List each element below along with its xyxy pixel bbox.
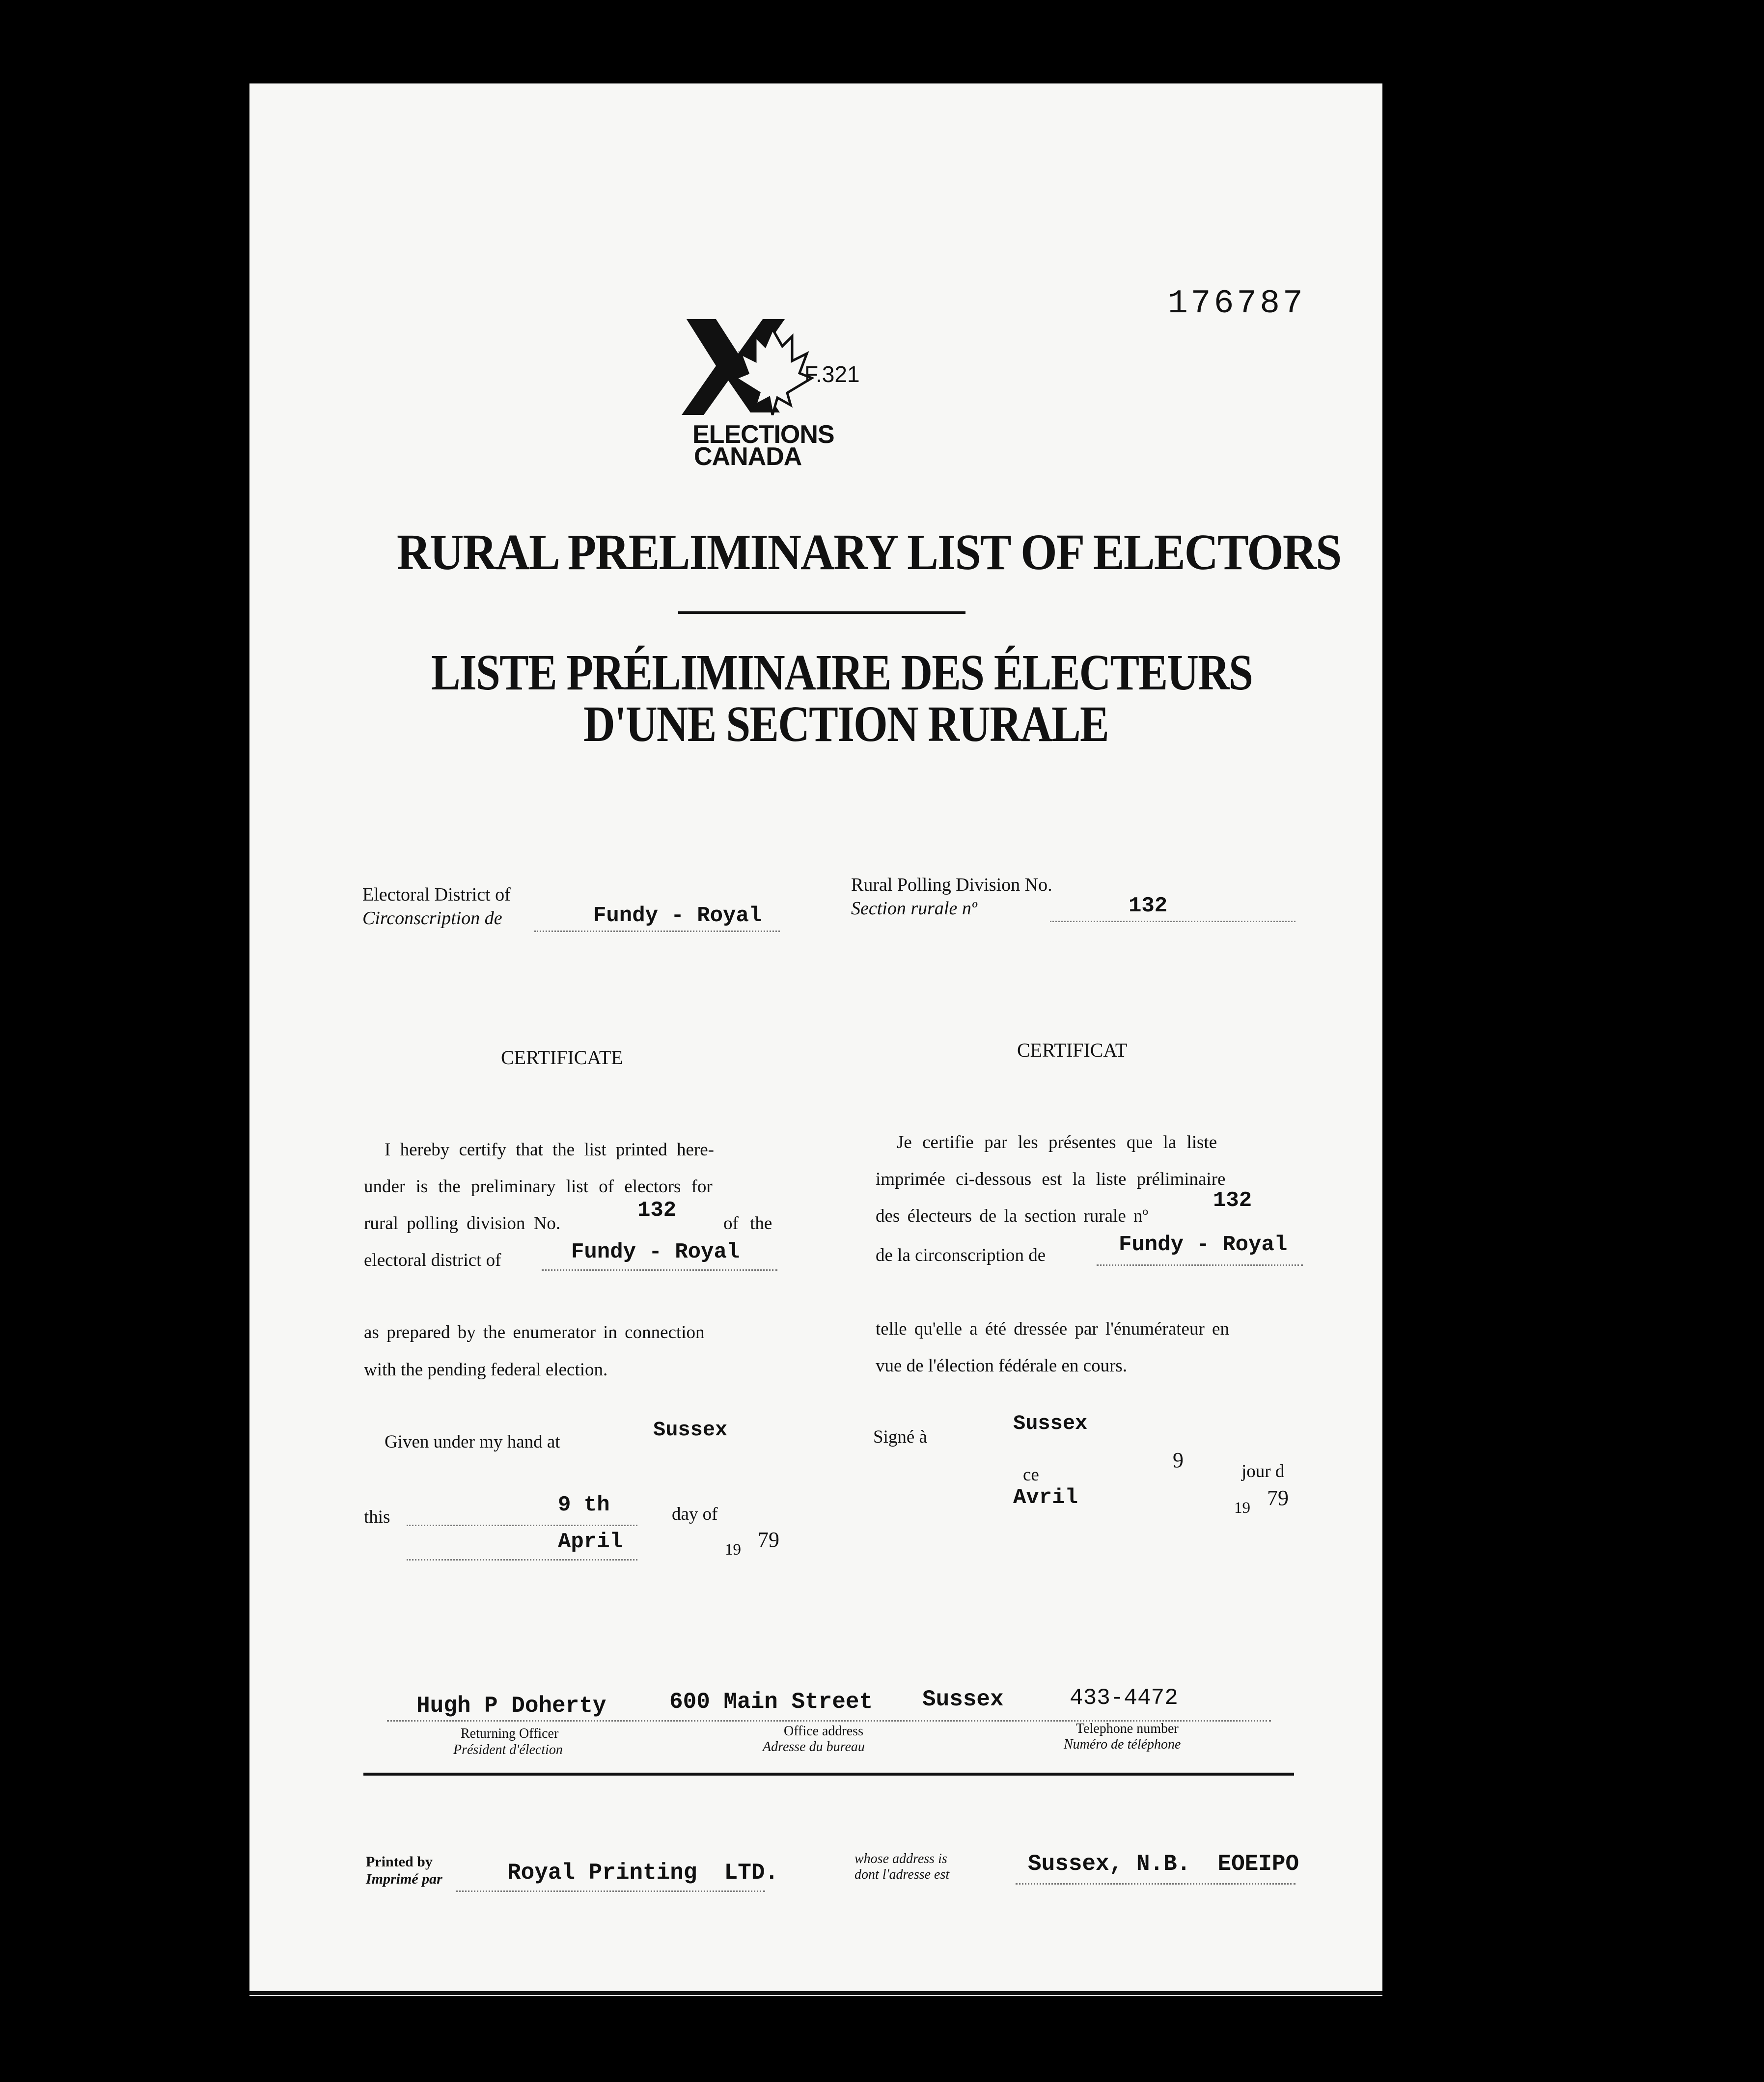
cert-fr-district-line bbox=[1097, 1264, 1303, 1266]
printer-name: Royal Printing LTD. bbox=[507, 1860, 779, 1886]
elections-canada-logo bbox=[682, 319, 814, 427]
cert-fr-jour: jour d bbox=[1241, 1461, 1285, 1481]
form-code: F.321 bbox=[804, 361, 860, 387]
printer-address: Sussex, N.B. EOEIPO bbox=[1028, 1851, 1299, 1877]
title-english: RURAL PRELIMINARY LIST OF ELECTORS bbox=[397, 524, 1341, 580]
cert-fr-century: 19 bbox=[1234, 1499, 1250, 1517]
district-label-fr: Circonscription de bbox=[362, 908, 502, 929]
cert-fr-line3: des électeurs de la section rurale nº bbox=[876, 1206, 1148, 1226]
cert-en-line1: I hereby certify that the list printed here- bbox=[385, 1140, 714, 1160]
officer-name-label-en: Returning Officer bbox=[461, 1726, 559, 1741]
certificate-heading-fr: CERTIFICAT bbox=[1017, 1039, 1128, 1061]
polling-label-en: Rural Polling Division No. bbox=[851, 875, 1052, 895]
cert-fr-month: Avril bbox=[1013, 1485, 1078, 1510]
officer-city: Sussex bbox=[922, 1687, 1004, 1712]
officer-name-label-fr: Président d'élection bbox=[453, 1742, 563, 1757]
officer-phone: 433-4472 bbox=[1070, 1685, 1178, 1711]
cert-fr-district: Fundy - Royal bbox=[1119, 1233, 1288, 1257]
cert-en-district-line bbox=[542, 1269, 777, 1271]
logo-line2: CANADA bbox=[694, 442, 802, 471]
cert-en-month-line bbox=[407, 1559, 637, 1561]
officer-phone-label-fr: Numéro de téléphone bbox=[1064, 1737, 1181, 1752]
officer-address: 600 Main Street bbox=[669, 1689, 873, 1715]
cert-en-division: 132 bbox=[637, 1198, 677, 1223]
cert-fr-line6: vue de l'élection fédérale en cours. bbox=[876, 1356, 1128, 1376]
cert-en-century: 19 bbox=[725, 1541, 741, 1559]
printer-label-fr: Imprimé par bbox=[366, 1871, 442, 1887]
title-french-line2: D'UNE SECTION RURALE bbox=[583, 696, 1108, 752]
cert-en-day-of: day of bbox=[672, 1504, 718, 1524]
polling-value: 132 bbox=[1129, 894, 1168, 918]
cert-en-day-line bbox=[407, 1525, 637, 1526]
cert-en-line5: as prepared by the enumerator in connection bbox=[364, 1322, 705, 1342]
cert-fr-line5: telle qu'elle a été dressée par l'énumérateur en bbox=[876, 1319, 1229, 1339]
cert-en-district: Fundy - Royal bbox=[571, 1240, 740, 1264]
title-french-line1: LISTE PRÉLIMINAIRE DES ÉLECTEURS bbox=[431, 644, 1253, 701]
cert-fr-line1: Je certifie par les présentes que la liste bbox=[897, 1132, 1217, 1152]
officer-address-label-en: Office address bbox=[784, 1724, 863, 1739]
cert-en-given: Given under my hand at bbox=[385, 1432, 560, 1452]
cert-fr-division: 132 bbox=[1213, 1188, 1252, 1213]
cert-en-line4: electoral district of bbox=[364, 1250, 501, 1270]
section-rule bbox=[363, 1773, 1294, 1776]
cert-en-place: Sussex bbox=[653, 1418, 728, 1442]
cert-en-line6: with the pending federal election. bbox=[364, 1360, 608, 1380]
printer-addr-label-fr: dont l'adresse est bbox=[854, 1867, 950, 1882]
cert-fr-place: Sussex bbox=[1013, 1412, 1088, 1435]
cert-fr-signed: Signé à bbox=[873, 1427, 927, 1447]
polling-line bbox=[1050, 921, 1295, 922]
district-label-en: Electoral District of bbox=[362, 884, 511, 905]
printer-label-en: Printed by bbox=[366, 1854, 433, 1870]
cert-en-day: 9 th bbox=[558, 1493, 610, 1517]
polling-label-fr: Section rurale nº bbox=[851, 898, 977, 919]
certificate-heading-en: CERTIFICATE bbox=[501, 1046, 623, 1068]
cert-en-year: 79 bbox=[758, 1528, 779, 1552]
printer-address-line bbox=[1016, 1883, 1295, 1885]
district-line bbox=[534, 931, 780, 932]
document-page bbox=[249, 83, 1382, 1996]
cert-fr-year: 79 bbox=[1267, 1486, 1289, 1510]
cert-fr-ce: ce bbox=[1023, 1465, 1039, 1485]
cert-en-month: April bbox=[558, 1530, 623, 1554]
district-value: Fundy - Royal bbox=[593, 904, 762, 928]
title-divider bbox=[678, 611, 965, 614]
logo-line1: ELECTIONS bbox=[692, 420, 834, 449]
cert-fr-line2: imprimée ci-dessous est la liste préliminaire bbox=[876, 1169, 1226, 1189]
printer-addr-label-en: whose address is bbox=[854, 1851, 947, 1866]
officer-address-label-fr: Adresse du bureau bbox=[763, 1739, 865, 1754]
cert-en-line2: under is the preliminary list of electors for bbox=[364, 1177, 713, 1197]
cert-fr-day: 9 bbox=[1173, 1448, 1184, 1472]
document-number: 176787 bbox=[1168, 285, 1306, 323]
cert-en-line3b: of the bbox=[723, 1213, 772, 1233]
bottom-rule bbox=[249, 1991, 1382, 1995]
printer-name-line bbox=[456, 1890, 765, 1892]
officer-name: Hugh P Doherty bbox=[416, 1693, 606, 1719]
cert-en-this: this bbox=[364, 1507, 390, 1527]
officer-phone-label-en: Telephone number bbox=[1076, 1721, 1179, 1736]
cert-fr-line4: de la circonscription de bbox=[876, 1245, 1046, 1265]
cert-en-line3: rural polling division No. bbox=[364, 1213, 561, 1233]
